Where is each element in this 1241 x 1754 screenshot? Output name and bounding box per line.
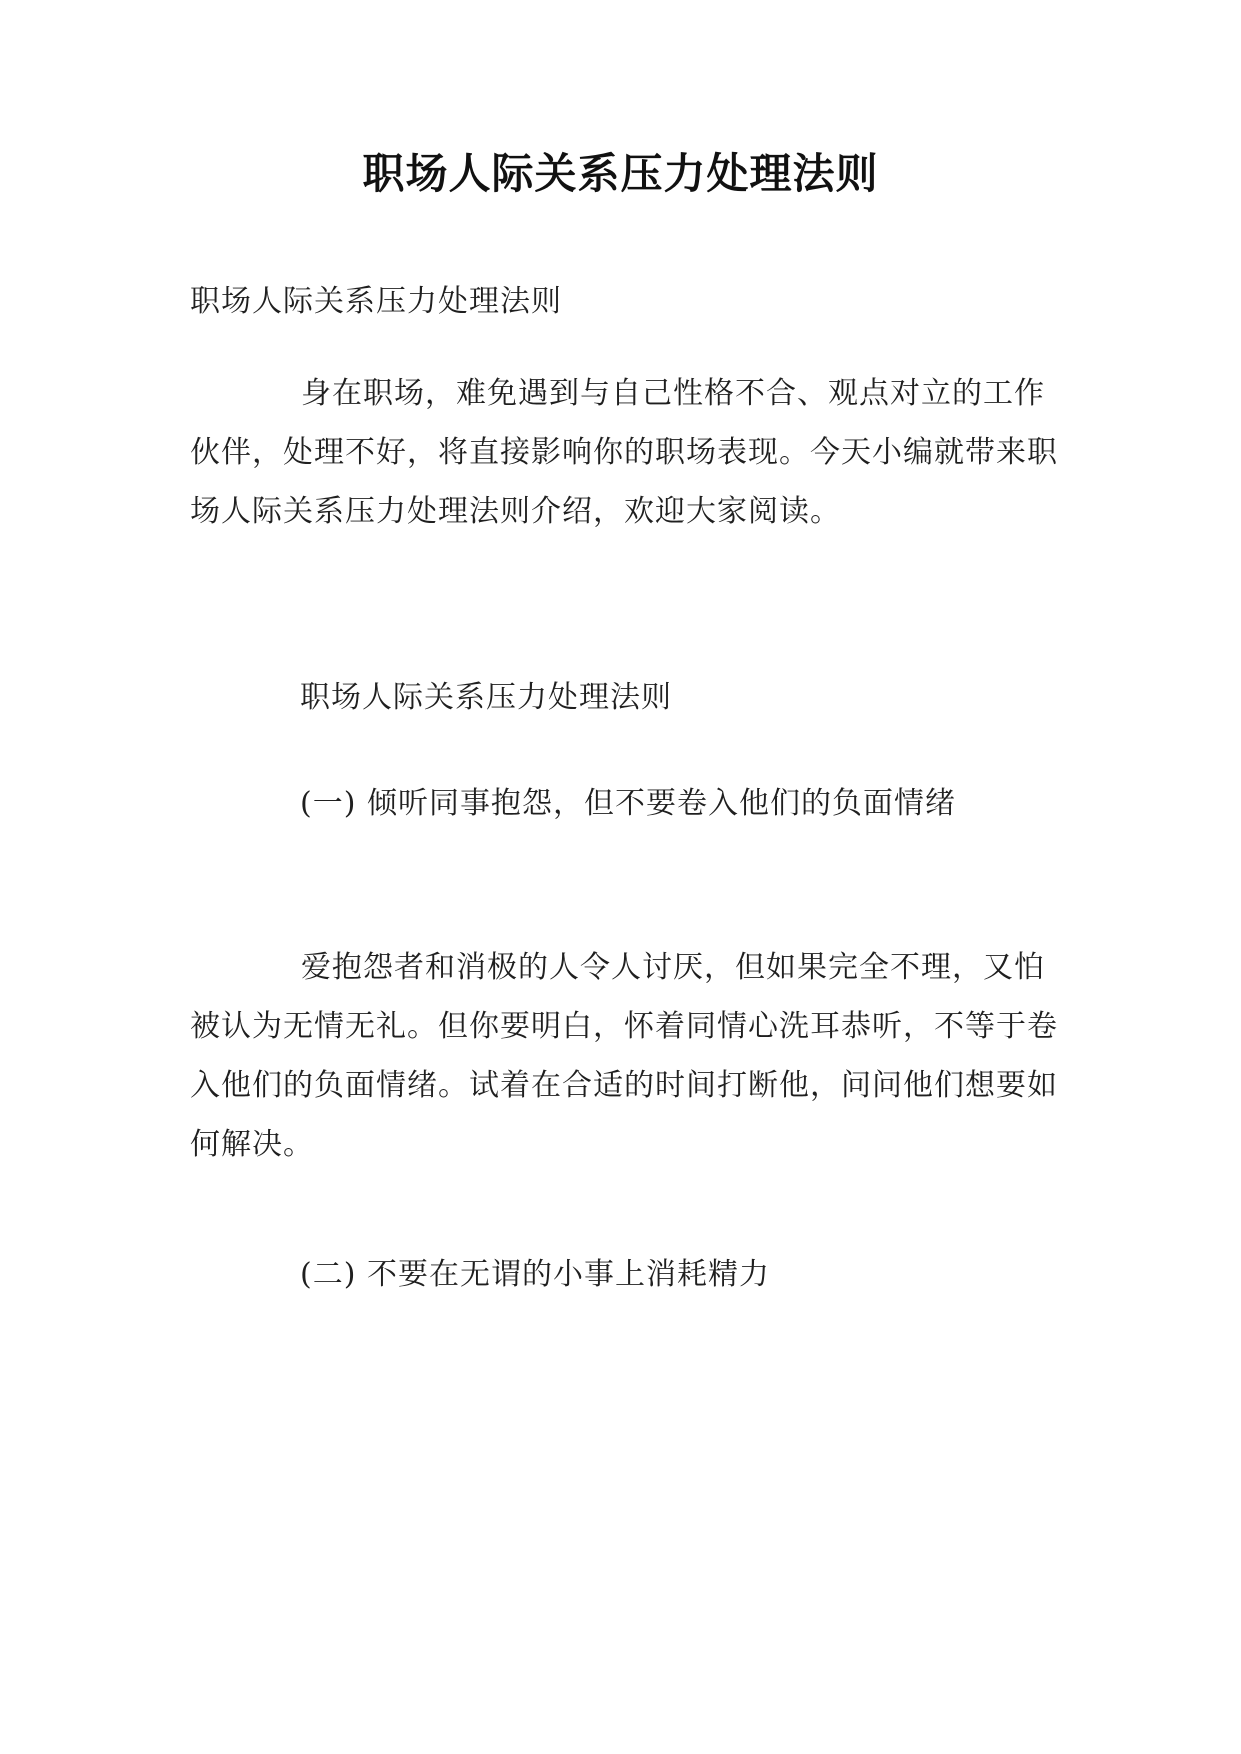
document-title: 职场人际关系压力处理法则 [362,149,879,198]
document-subtitle: 职场人际关系压力处理法则 [190,284,562,319]
rule-1-body: 爱抱怨者和消极的人令人讨厌，但如果完全不理，又怕被认为无情无礼。但你要明白，怀着同情心洗耳恭听，不等于卷入他们的负面情绪。试着在合适的时间打断他，问问他们想要如何解决。 [190,950,1058,1162]
section-heading: 职场人际关系压力处理法则 [300,680,672,715]
intro-paragraph: 身在职场，难免遇到与自己性格不合、观点对立的工作伙伴，处理不好，将直接影响你的职场表现。今天小编就带来职场人际关系压力处理法则介绍，欢迎大家阅读。 [190,376,1058,529]
rule-2-heading: (二) 不要在无谓的小事上消耗精力 [300,1257,770,1292]
rule-1-heading: (一) 倾听同事抱怨，但不要卷入他们的负面情绪 [300,786,956,821]
